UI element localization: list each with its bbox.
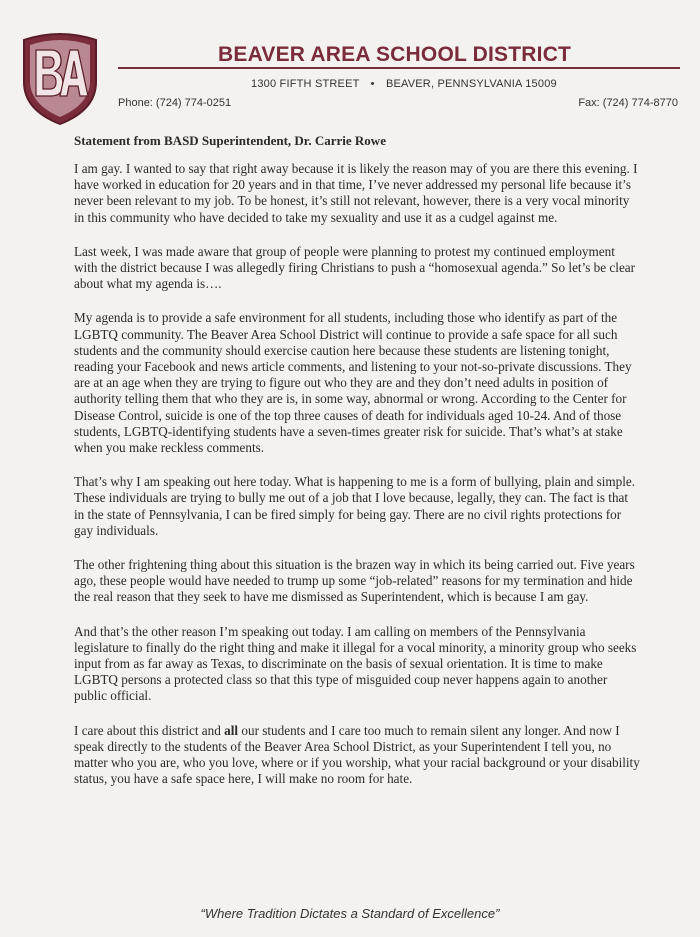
phone-number: Phone: (724) 774-0251	[118, 97, 232, 109]
paragraph-4: That’s why I am speaking out here today. What is happening to me is a form of bullying, plain and simple. These individuals are trying to bully me out of a job that I love because, legally, they can. The fact is that in the state of Pennsylvania, I can be fired simply for being gay. There are no civil rights protections for gay individuals.	[74, 474, 636, 538]
statement-heading: Statement from BASD Superintendent, Dr. Carrie Rowe	[74, 133, 386, 148]
paragraph-7-start: I care about this district and	[74, 722, 225, 738]
district-name: BEAVER AREA SCHOOL DISTRICT	[218, 43, 572, 66]
address-city: BEAVER, PENNSYLVANIA 15009	[385, 78, 557, 90]
fax-number: Fax: (724) 774-8770	[578, 97, 678, 109]
paragraph-2: Last week, I was made aware that group of people were planning to protest my continued employment with the district because I was allegedly firing Christians to push a “homosexual agenda.” So let’s be clear about what my agenda is….	[74, 243, 636, 292]
paragraph-6: And that’s the other reason I’m speaking out today. I am calling on members of the Pennsylvania legislature to finally do the right thing and make it illegal for a vocal minority, a minority group who seeks input from as far away as Texas, to discriminate on the basis of sexual orientation. It is time to make LGBTQ persons a protected class so that this type of misguided coup never happens again to another public official.	[74, 623, 637, 704]
letter-body	[74, 133, 640, 806]
paragraph-1: I am gay. I wanted to say that right away because it is likely the reason may of you are there this evening. I have worked in education for 20 years and in that time, I’ve never addressed my personal life because it’s never been relevant to my job. To be honest, it’s still not relevant, however, there is a very vocal minority in this community who have decided to take my sexuality and use it as a cudgel against me.	[74, 161, 638, 225]
address-street: 1300 FIFTH STREET	[251, 78, 360, 90]
paragraph-7-emphasis: all	[224, 722, 239, 738]
district-logo-shield	[18, 30, 102, 126]
paragraph-5: The other frightening thing about this situation is the brazen way in which its being carried out. Five years ago, these people would have needed to trump up some “job-related” reasons for my termination and hide the real reason that they seek to have me dismissed as Superintendent, which is because I am gay.	[74, 557, 635, 605]
address-line	[251, 78, 557, 90]
paragraph-7	[74, 723, 640, 788]
letterhead-rule	[118, 67, 680, 69]
address-separator: •	[370, 78, 375, 90]
footer-tagline: “Where Tradition Dictates a Standard of Excellence”	[200, 906, 500, 921]
paragraph-7-end: our students and I care too much to remain silent any longer. And now I speak directly to the students of the Beaver Area School District, as your Superintendent I tell you, no matter who you are, who you love, where or if you worship, what your racial background or your disability status, you have a safe space here, I will make no room for hate.	[74, 722, 640, 787]
paragraph-3: My agenda is to provide a safe environment for all students, including those who identify as part of the LGBTQ community. The Beaver Area School District will continue to provide a safe space for all such students and the community should exercise caution here because these students are listening tonight, reading your Facebook and news article comments, and listening to your not-so-private discussions. They are at an age when they are trying to figure out who they are and they don’t need adults in position of authority telling them that who they are is, in some way, abnormal or wrong. According to the Center for Disease Control, suicide is one of the top three causes of death for individuals aged 10-24. And of those students, LGBTQ-identifying students have a seven-times greater risk for suicide. That’s what’s at stake when you make reckless comments.	[74, 310, 632, 456]
